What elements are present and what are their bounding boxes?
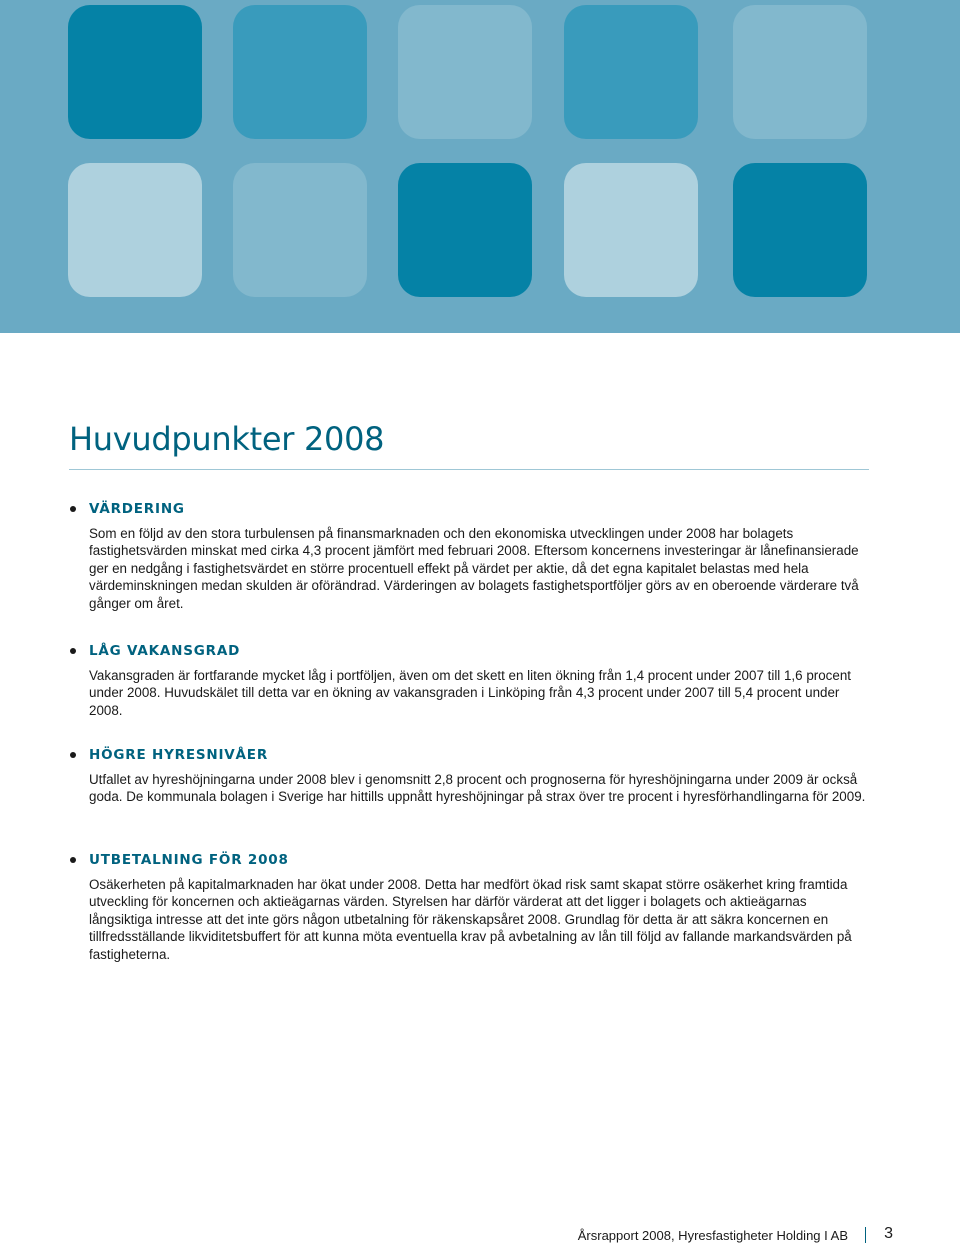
section-text: Som en följd av den stora turbulensen på finansmarknaden och den ekonomiska utvecklingen under 2008 har bolagets fastighetsvärden minskat med cirka 4,3 procent jämfört med februari 2008. Eftersom koncernens investeringar är lånefinansierade ger en nedgång i fastighetsvärdet en större procentuell effekt på värdet per aktie, då det egna kapitalet belastas med hela värdeminskningen medan skulden är oförändrad. Värderingen av bolagets fastighetsportföljer görs av en oberoende värderare två gånger om året. xyxy=(89,526,859,611)
section-utbetalning xyxy=(69,851,869,963)
decorative-tile xyxy=(68,5,202,139)
decorative-tile xyxy=(564,5,698,139)
decorative-tile xyxy=(733,5,867,139)
page-title: Huvudpunkter 2008 xyxy=(69,420,385,458)
section-heading: HÖGRE HYRESNIVÅER xyxy=(89,747,269,763)
decorative-tile xyxy=(564,163,698,297)
section-vakansgrad xyxy=(69,642,869,719)
bullet-icon xyxy=(70,752,76,758)
decorative-tile xyxy=(233,163,367,297)
decorative-tile xyxy=(398,163,532,297)
section-heading: LÅG VAKANSGRAD xyxy=(89,643,241,659)
header-banner xyxy=(0,0,960,333)
decorative-tile xyxy=(398,5,532,139)
page-footer xyxy=(560,1227,896,1245)
decorative-tile xyxy=(233,5,367,139)
section-heading: VÄRDERING xyxy=(89,501,185,517)
decorative-tile xyxy=(68,163,202,297)
section-text: Vakansgraden är fortfarande mycket låg i portföljen, även om det skett en liten ökning från 1,4 procent under 2007 till 1,6 procent under 2008. Huvudskälet till detta var en ökning av vakansgraden i Linköping från 4,3 procent under 2007 till 5,4 procent under 2008. xyxy=(89,668,851,718)
decorative-tile xyxy=(733,163,867,297)
section-vardering xyxy=(69,500,869,612)
section-hyresnivaer xyxy=(69,746,869,806)
footer-text: Årsrapport 2008, Hyresfastigheter Holding I AB xyxy=(577,1228,848,1243)
section-heading: UTBETALNING FÖR 2008 xyxy=(89,852,289,868)
footer-divider xyxy=(865,1227,866,1243)
page-number: 3 xyxy=(884,1225,893,1242)
title-divider xyxy=(69,469,869,470)
section-text: Utfallet av hyreshöjningarna under 2008 blev i genomsnitt 2,8 procent och prognoserna för hyreshöjningarna under 2009 är också goda. De kommunala bolagen i Sverige har hittills uppnått hyreshöjningar på strax över tre procent i hyresförhandlingarna för 2009. xyxy=(89,772,866,805)
bullet-icon xyxy=(70,857,76,863)
bullet-icon xyxy=(70,648,76,654)
section-text: Osäkerheten på kapitalmarknaden har ökat under 2008. Detta har medfört ökad risk samt skapat större osäkerhet kring framtida utveckling för koncernen och aktieägarnas värden. Styrelsen har därför värderat att det ligger i bolagets och aktieägarnas långsiktiga intresse att det inte görs någon utbetalning för räkenskapsåret 2008. Grundlag för detta är att säkra koncernen en tillfredsställande likviditetsbuffert för att kunna möta eventuella krav på avbetalning av lån till följd av fallande markandsvärden på fastigheterna. xyxy=(89,877,852,962)
bullet-icon xyxy=(70,506,76,512)
